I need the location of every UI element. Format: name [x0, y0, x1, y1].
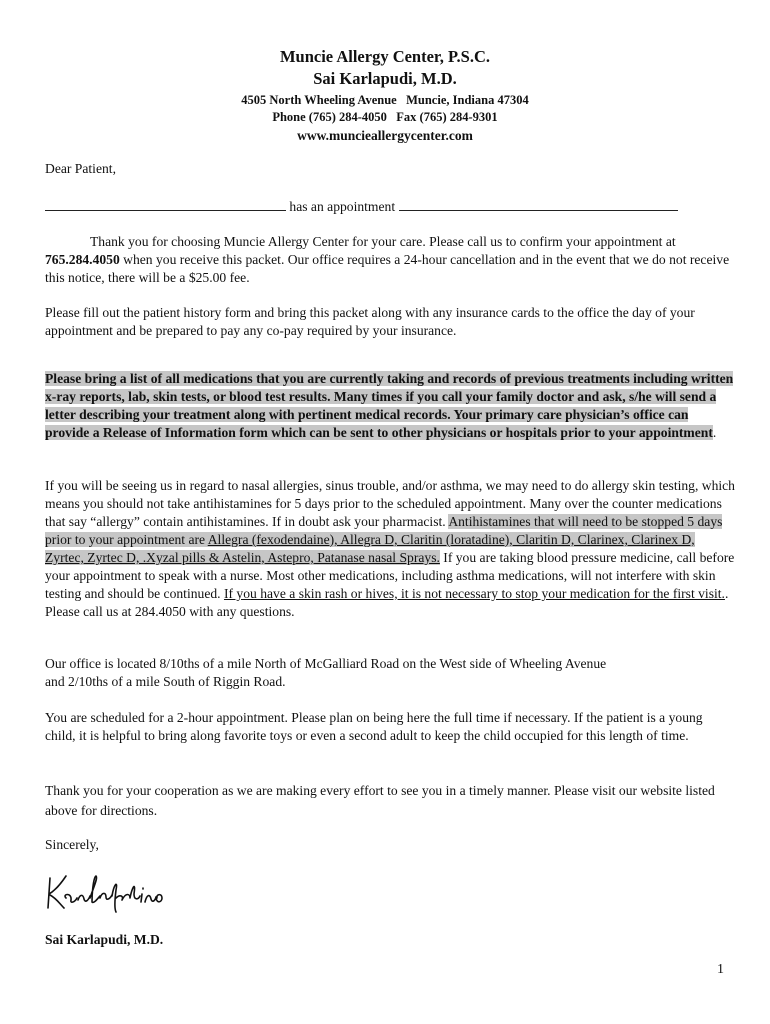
skin-rash-note: If you have a skin rash or hives, it is not necessary to stop your medication for the first visit.	[223, 586, 725, 601]
appointment-line	[45, 198, 735, 216]
medication-list: Allegra (fexodendaine), Allegra D, Claritin (loratadine), Claritin D, Clarinex, Clarinex D, Zyrtec, Zyrtec D, .Xyzal pills & Astelin, Astepro, Patanase nasal Sprays.	[45, 532, 695, 565]
paragraph-confirm: Thank you for choosing Muncie Allergy Center for your care. Please call us to confirm your appointment at 765.284.4050 when you receive this packet. Our office requires a 24-hour cancellation and in the event that we do not receive this notice, there will be a $25.00 fee.	[45, 234, 730, 285]
appointment-label: has an appointment	[289, 199, 396, 214]
signer-name: Sai Karlapudi, M.D.	[45, 932, 164, 947]
website: www.muncieallergycenter.com	[297, 128, 473, 143]
letterhead	[0, 46, 770, 145]
doctor-name: Sai Karlapudi, M.D.	[313, 69, 457, 88]
records-highlight: Please bring a list of all medications that you are currently taking and records of previous treatments including written x-ray reports, lab, skin tests, or blood test results. Many times if you call your family doctor and ask, s/he will send a letter describing your treatment along with pertinent medical records. Your primary care physician’s office can provide a Release of Information form which can be sent to other physicians or hospitals prior to your appointment	[45, 371, 734, 440]
office-phone: 765.284.4050	[45, 252, 120, 267]
address: 4505 North Wheeling Avenue Muncie, Indiana 47304	[241, 93, 529, 107]
page-number: 1	[717, 962, 724, 977]
antihistamine-highlight: Antihistamines that will need to be stopped 5 days prior to your appointment are	[45, 514, 723, 547]
paragraph-forms: Please fill out the patient history form and bring this packet along with any insurance cards to the office the day of your appointment and be prepared to pay any co-pay required by your insurance.	[45, 305, 695, 338]
appointment-date-blank[interactable]	[399, 199, 678, 211]
paragraph-antihistamines: If you will be seeing us in regard to nasal allergies, sinus trouble, and/or asthma, we may need to do allergy skin testing, which means you should not take antihistamines for 5 days prior to the scheduled appointment. Many over the counter medications that say “allergy” contain antihistamines. If in doubt ask your pharmacist. Antihistamines that will need to be stopped 5 days prior to your appointment are Allegra (fexodendaine), Allegra D, Claritin (loratadine), Claritin D, Clarinex, Clarinex D, Zyrtec, Zyrtec D, .Xyzal pills & Astelin, Astepro, Patanase nasal Sprays. If you are taking blood pressure medicine, call before your appointment to speak with a nurse. Most other medications, including asthma medications, will not interfere with skin testing and should be continued. If you have a skin rash or hives, it is not necessary to stop your medication for the first visit.. Please call us at 284.4050 with any questions.	[45, 478, 735, 619]
org-name: Muncie Allergy Center, P.S.C.	[279, 47, 491, 66]
paragraph-location: Our office is located 8/10ths of a mile North of McGalliard Road on the West side of Wheeling Avenue and 2/10ths of a mile South of Riggin Road.	[45, 656, 607, 689]
paragraph-thanks: Thank you for your cooperation as we are making every effort to see you in a timely manner. Please visit our website listed above for directions.	[45, 783, 715, 818]
closing: Sincerely,	[45, 837, 99, 852]
paragraph-schedule: You are scheduled for a 2-hour appointment. Please plan on being here the full time if necessary. If the patient is a young child, it is helpful to bring along favorite toys or even a second adult to keep the child occupied for this length of time.	[45, 710, 703, 743]
salutation: Dear Patient,	[45, 161, 116, 176]
phone-fax: Phone (765) 284-4050 Fax (765) 284-9301	[272, 110, 498, 124]
patient-name-blank[interactable]	[45, 199, 286, 211]
signature	[44, 868, 164, 918]
paragraph-records: Please bring a list of all medications that you are currently taking and records of previous treatments including written x-ray reports, lab, skin tests, or blood test results. Many times if you call your family doctor and ask, s/he will send a letter describing your treatment along with pertinent medical records. Your primary care physician’s office can provide a Release of Information form which can be sent to other physicians or hospitals prior to your appointment.	[45, 371, 734, 440]
